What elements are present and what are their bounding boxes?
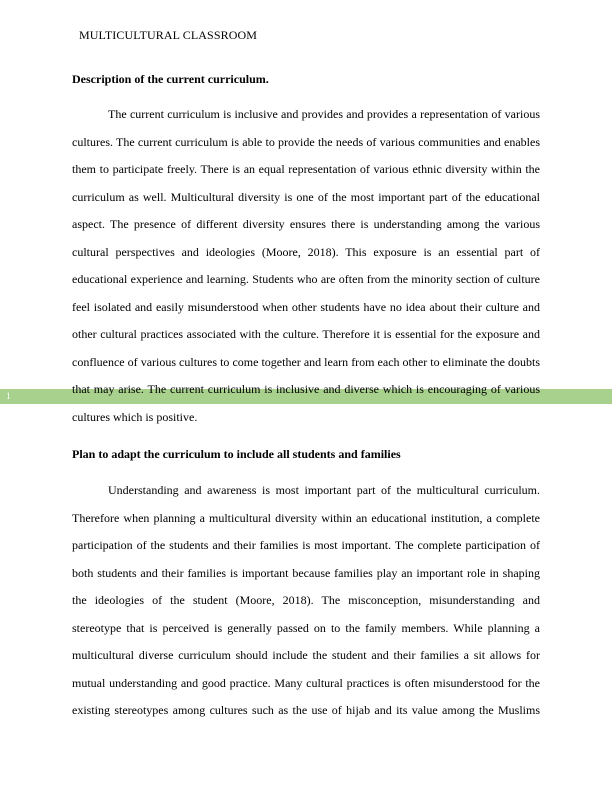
text-line: The current curriculum is inclusive and provides and provides a representation of various <box>108 107 540 121</box>
text-line: existing stereotypes among cultures such as the use of hijab and its value among the Muslims <box>72 703 540 717</box>
text-line: confluence of various cultures to come together and learn from each other to eliminate the doubts <box>72 354 540 369</box>
text-line: Therefore when planning a multicultural diversity within an educational institution, a complete <box>72 510 540 525</box>
text-line: the ideologies of the student (Moore, 2018). The misconception, misunderstanding and <box>72 593 540 607</box>
text-line: that may arise. The current curriculum is inclusive and diverse which is encouraging of various <box>72 382 540 396</box>
running-head: MULTICULTURAL CLASSROOM <box>79 28 257 42</box>
text-line: cultures. The current curriculum is able to provide the needs of various communities and enables <box>72 134 540 149</box>
text-line: cultures which is positive. <box>72 409 198 424</box>
text-line: curriculum as well. Multicultural diversity is one of the most important part of the educational <box>72 189 540 204</box>
text-line: both students and their families is important because families play an important role in shaping <box>72 565 540 580</box>
text-line: them to participate freely. There is an equal representation of various ethnic diversity within the <box>72 162 540 176</box>
section-heading-current-curriculum: Description of the current curriculum. <box>72 72 269 86</box>
text-line: aspect. The presence of different diversity ensures there is understanding among the various <box>72 217 540 231</box>
text-line: mutual understanding and good practice. Many cultural practices is often misunderstood for the <box>72 675 540 690</box>
text-line: other cultural practices associated with the culture. Therefore it is essential for the exposure and <box>72 327 540 341</box>
paragraph-current-curriculum <box>72 107 540 437</box>
text-line: educational experience and learning. Students who are often from the minority section of culture <box>72 272 540 286</box>
text-line: participation of the students and their families is most important. The complete participation of <box>72 538 540 552</box>
text-line: cultural perspectives and ideologies (Moore, 2018). This exposure is an essential part of <box>72 244 540 259</box>
paragraph-plan <box>72 483 540 731</box>
text-line: stereotype that is perceived is generally passed on to the family members. While planning a <box>72 620 540 635</box>
text-line: multicultural diverse curriculum should include the student and their families a sit allows for <box>72 648 540 662</box>
text-line: Understanding and awareness is most important part of the multicultural curriculum. <box>108 483 540 497</box>
line-number: 1 <box>6 391 11 401</box>
text-line: feel isolated and easily misunderstood when other students have no idea about their culture and <box>72 299 540 314</box>
section-heading-plan: Plan to adapt the curriculum to include all students and families <box>72 447 401 461</box>
